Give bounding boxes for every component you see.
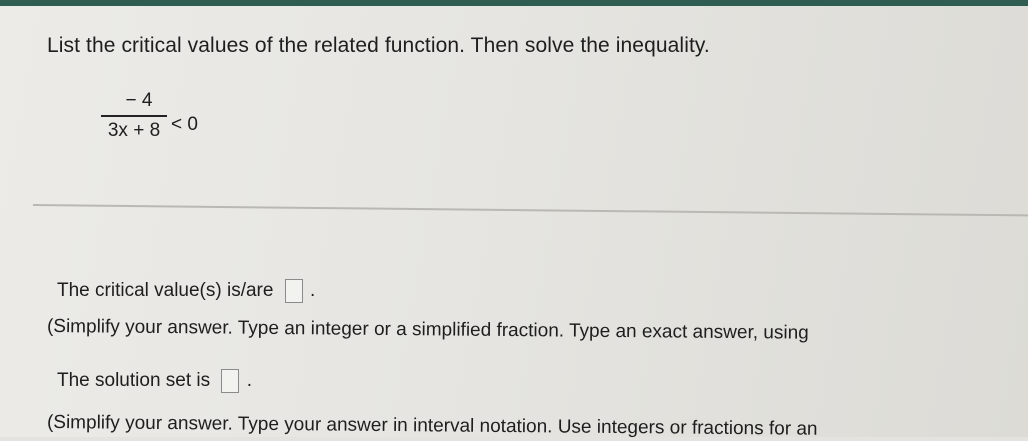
solution-set-suffix: . <box>246 370 252 392</box>
question-panel <box>0 6 1028 440</box>
solution-set-row <box>57 369 252 393</box>
solution-set-prompt: The solution set is <box>57 370 211 392</box>
inequality-relation: < 0 <box>171 114 198 135</box>
critical-values-row <box>57 279 315 303</box>
critical-values-hint: (Simplify your answer. Type an integer or a simplified fraction. Type an exact answer, using <box>46 316 809 344</box>
fraction-numerator: − 4 <box>125 90 153 111</box>
section-divider <box>33 204 1028 216</box>
critical-values-prompt: The critical value(s) is/are <box>57 280 274 302</box>
question-title: List the critical values of the related function. Then solve the inequality. <box>47 34 710 57</box>
solution-set-hint: (Simplify your answer. Type your answer in interval notation. Use integers or fractions for an <box>46 412 818 440</box>
fraction-denominator: 3x + 8 <box>107 120 161 141</box>
critical-values-suffix: . <box>310 280 316 302</box>
inequality-fraction <box>100 90 168 142</box>
critical-values-answer-box[interactable] <box>285 279 303 303</box>
solution-set-answer-box[interactable] <box>221 369 239 393</box>
